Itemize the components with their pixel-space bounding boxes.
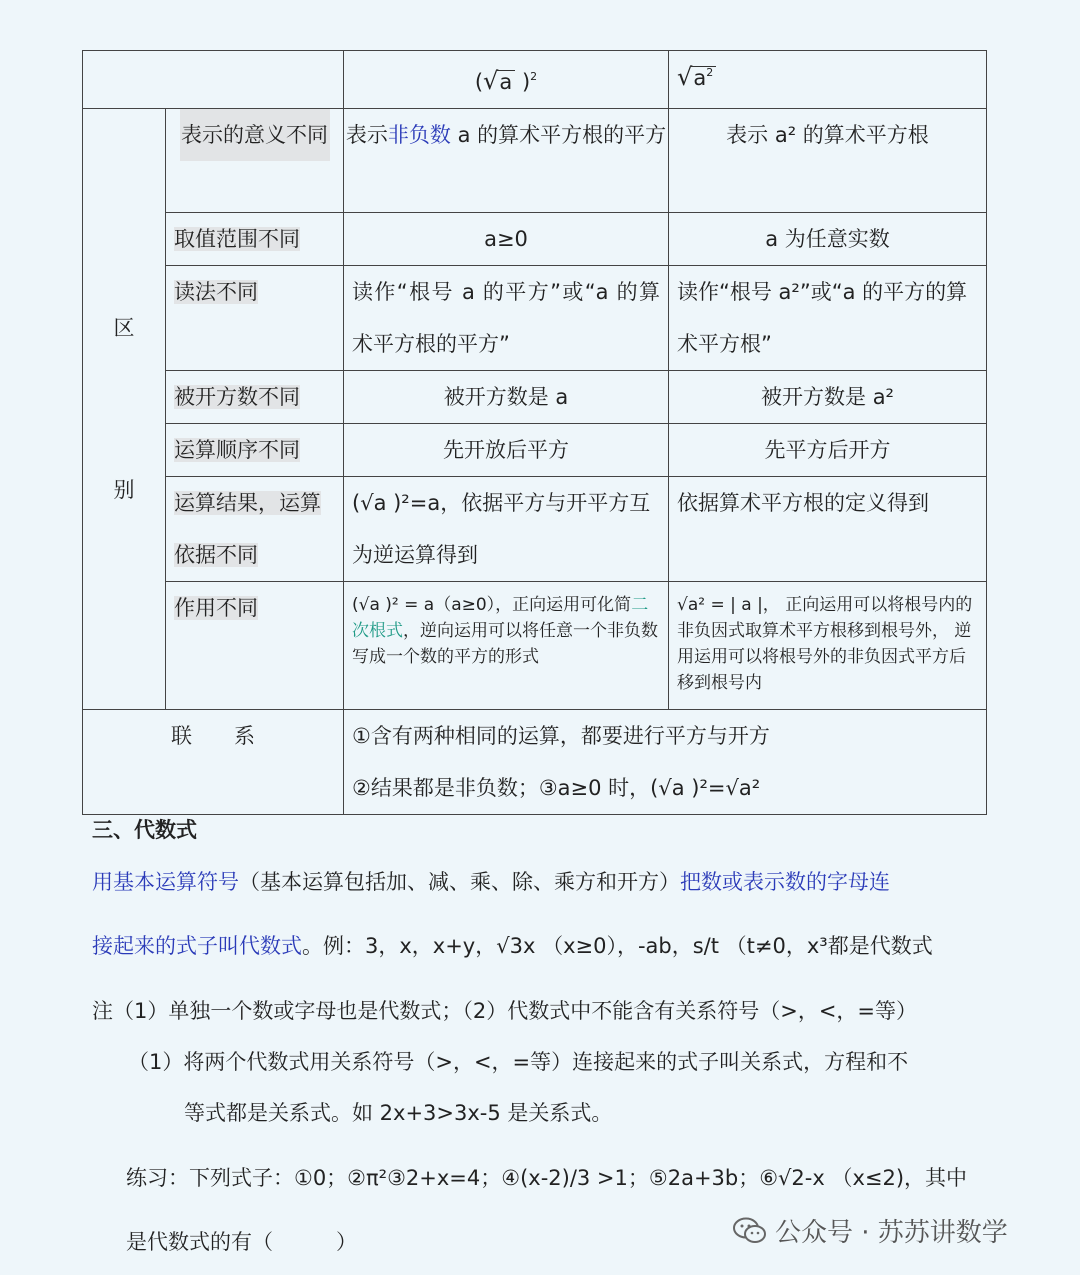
relation-line-2: ②结果都是非负数；③a≥0 时，(√a )²=√a² <box>352 776 761 800</box>
col-a-cell <box>344 582 669 710</box>
definition-line-2 <box>92 930 933 960</box>
text-fragment: 表示 <box>345 123 388 147</box>
cell-text: a 为任意实数 <box>765 227 890 251</box>
table-row <box>83 371 987 424</box>
col-a-cell <box>344 424 669 477</box>
definition-text: 接起来的式子叫代数式 <box>92 934 302 958</box>
table-row <box>83 266 987 371</box>
aspect-cell <box>166 371 344 424</box>
group-label-1: 区 <box>113 316 135 340</box>
cell-text: 先开放后平方 <box>443 438 569 462</box>
group-label-cell <box>83 109 166 710</box>
col-b-cell <box>669 371 987 424</box>
definition-text: 用基本运算符号 <box>92 870 239 894</box>
col-a-cell <box>344 266 669 371</box>
aspect-cell <box>166 213 344 266</box>
relation-label-cell <box>83 710 344 815</box>
aspect-cell <box>166 424 344 477</box>
cell-text: √a² = | a |， 正向运用可以将根号内的非负因式取算术平方根移到根号外， 逆用运用可以将根号外的非负因式平方后移到根号内 <box>677 595 973 693</box>
header-col-a: (√a )$^2$ <box>344 51 669 109</box>
group-label-2: 别 <box>113 478 135 502</box>
aspect-label: 作用不同 <box>174 596 258 620</box>
text-fragment: ，逆向运用可以将任意一个非负数写成一个数的平方的形式 <box>352 621 658 667</box>
definition-text: 把数或表示数的字母连 <box>680 870 890 894</box>
col-b-cell <box>669 582 987 710</box>
note-sub-line-1: （1）将两个代数式用关系符号（>，<，=等）连接起来的式子叫关系式，方程和不 <box>128 1050 909 1074</box>
aspect-label: 运算顺序不同 <box>174 438 300 462</box>
text-fragment: (√a )² = a（a≥0），正向运用可化简 <box>352 595 632 615</box>
cell-text: 读作“根号 a²”或“a 的平方的算术平方根” <box>677 280 968 356</box>
wechat-icon <box>733 1217 767 1245</box>
cell-text: 被开方数是 a <box>443 385 569 409</box>
aspect-cell <box>166 582 344 710</box>
col-b-cell <box>669 477 987 582</box>
comparison-table <box>82 50 987 815</box>
watermark-text: 公众号 · 苏苏讲数学 <box>775 1218 1008 1248</box>
aspect-label: 表示的意义不同 <box>180 109 330 161</box>
aspect-cell <box>166 477 344 582</box>
definition-note: （基本运算包括加、减、乘、除、乘方和开方） <box>239 870 680 894</box>
text-fragment: a 的算术平方根的平方 <box>450 123 667 147</box>
header-col-b: $√a^2$ <box>669 51 987 109</box>
col-b-cell <box>669 109 987 213</box>
table-row <box>83 109 987 213</box>
highlight-radical: 二次根式 <box>352 595 649 641</box>
cell-text: 被开方数是 a² <box>761 385 894 409</box>
exercise-line-2: 是代数式的有（ ） <box>126 1230 357 1254</box>
col-b-cell <box>669 424 987 477</box>
aspect-label: 被开方数不同 <box>174 385 300 409</box>
relation-row <box>83 710 987 815</box>
section-title: 三、代数式 <box>92 818 197 842</box>
table-row <box>83 477 987 582</box>
cell-text: 先平方后开方 <box>764 438 891 462</box>
table-row <box>83 213 987 266</box>
col-a-cell <box>344 213 669 266</box>
col-b-cell <box>669 213 987 266</box>
table-row <box>83 582 987 710</box>
highlight-nonneg: 非负数 <box>387 123 451 147</box>
note-line: 注（1）单独一个数或字母也是代数式；（2）代数式中不能含有关系符号（>，<，=等） <box>92 999 918 1023</box>
cell-text: 依据算术平方根的定义得到 <box>677 491 929 515</box>
cell-text: 读作“根号 a 的平方”或“a 的算术平方根的平方” <box>352 280 660 356</box>
example-text: 。例：3，x，x+y，√3x （x≥0），-ab，s/t （t≠0，x³都是代数式 <box>302 934 933 958</box>
col-a-cell <box>344 477 669 582</box>
cell-text: (√a )²=a，依据平方与开平方互为逆运算得到 <box>352 491 651 567</box>
aspect-label: 读法不同 <box>174 280 258 304</box>
col-a-cell <box>344 109 669 213</box>
cell-text: 表示 a² 的算术平方根 <box>726 123 929 147</box>
aspect-label: 取值范围不同 <box>174 227 300 251</box>
col-b-cell <box>669 266 987 371</box>
header-empty-cell <box>83 51 344 109</box>
relation-line-1: ①含有两种相同的运算，都要进行平方与开方 <box>352 724 770 748</box>
cell-text: a≥0 <box>484 227 528 251</box>
relation-content-cell <box>344 710 987 815</box>
note-sub-line-2: 等式都是关系式。如 2x+3>3x-5 是关系式。 <box>184 1101 613 1125</box>
aspect-cell <box>166 266 344 371</box>
watermark <box>733 1212 1008 1249</box>
relation-label: 联 系 <box>171 724 255 748</box>
definition-line-1 <box>92 866 890 896</box>
aspect-label: 运算结果，运算依据不同 <box>174 491 321 567</box>
exercise-line: 练习：下列式子：①0；②π²③2+x=4；④(x-2)/3 >1；⑤2a+3b；⑥√2-x （x≤2)，其中 <box>126 1166 968 1190</box>
table-header-row <box>83 51 987 109</box>
table-row <box>83 424 987 477</box>
col-a-cell <box>344 371 669 424</box>
aspect-cell <box>166 109 344 213</box>
